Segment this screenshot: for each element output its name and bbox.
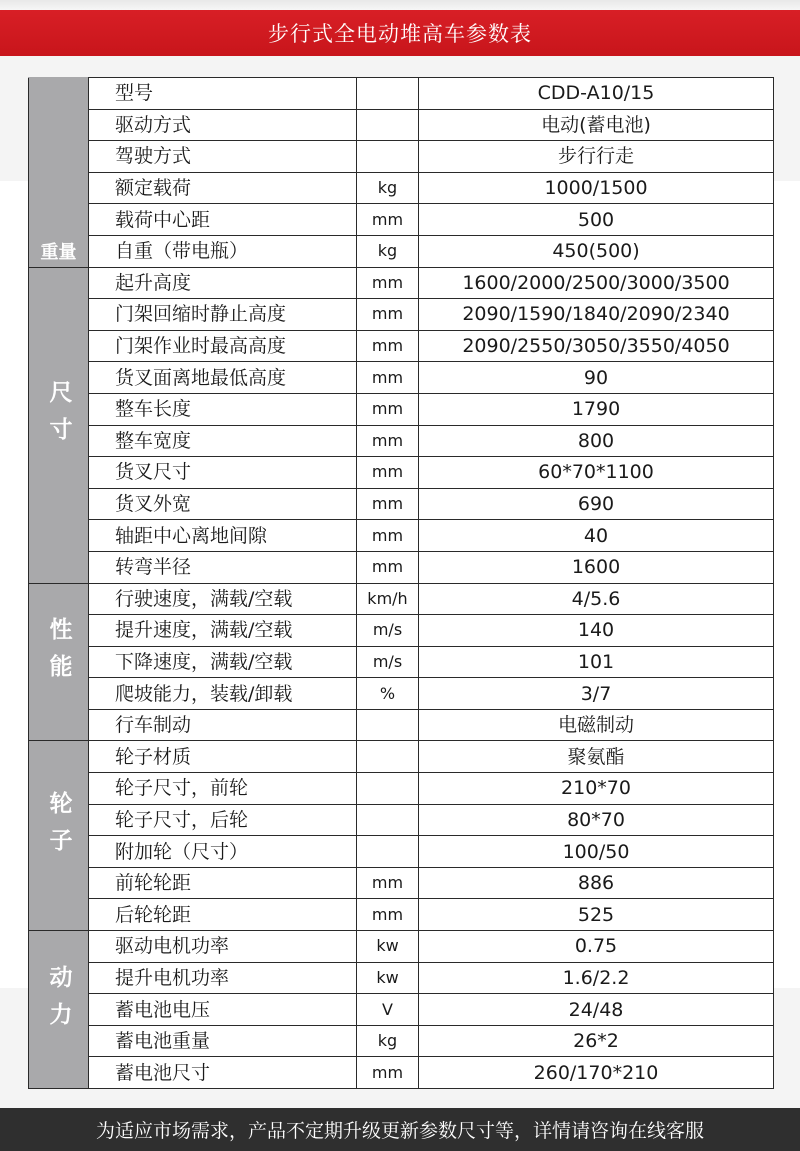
category-label: 尺寸 — [45, 380, 72, 455]
param-cell: 载荷中心距 — [89, 204, 357, 236]
param-cell: 起升高度 — [89, 267, 357, 299]
param-cell: 驱动电机功率 — [89, 931, 357, 963]
param-cell: 轮子尺寸，后轮 — [89, 804, 357, 836]
table-row — [29, 235, 774, 267]
table-row — [29, 678, 774, 710]
unit-cell: mm — [357, 299, 419, 331]
value-cell: 1600/2000/2500/3000/3500 — [419, 267, 774, 299]
value-cell: 3/7 — [419, 678, 774, 710]
spec-table-body — [29, 78, 774, 1089]
value-cell: 电磁制动 — [419, 709, 774, 741]
unit-cell: mm — [357, 330, 419, 362]
unit-cell: kw — [357, 962, 419, 994]
unit-cell: kg — [357, 172, 419, 204]
value-cell: CDD-A10/15 — [419, 78, 774, 110]
table-row — [29, 109, 774, 141]
value-cell: 2090/1590/1840/2090/2340 — [419, 299, 774, 331]
table-row — [29, 488, 774, 520]
table-row — [29, 773, 774, 805]
value-cell: 电动(蓄电池) — [419, 109, 774, 141]
value-cell: 0.75 — [419, 931, 774, 963]
table-row — [29, 931, 774, 963]
unit-cell: m/s — [357, 615, 419, 647]
param-cell: 货叉外宽 — [89, 488, 357, 520]
param-cell: 前轮轮距 — [89, 867, 357, 899]
unit-cell: mm — [357, 362, 419, 394]
table-row — [29, 804, 774, 836]
footer-note: 为适应市场需求，产品不定期升级更新参数尺寸等，详情请咨询在线客服 — [0, 1108, 800, 1151]
unit-cell — [357, 741, 419, 773]
table-row — [29, 709, 774, 741]
unit-cell: mm — [357, 204, 419, 236]
param-cell: 驱动方式 — [89, 109, 357, 141]
param-cell: 行车制动 — [89, 709, 357, 741]
param-cell: 提升速度，满载/空载 — [89, 615, 357, 647]
table-row — [29, 836, 774, 868]
unit-cell: mm — [357, 899, 419, 931]
category-performance — [29, 583, 89, 741]
value-cell: 1.6/2.2 — [419, 962, 774, 994]
param-cell: 后轮轮距 — [89, 899, 357, 931]
param-cell: 蓄电池电压 — [89, 994, 357, 1026]
table-row — [29, 172, 774, 204]
param-cell: 整车长度 — [89, 393, 357, 425]
unit-cell: mm — [357, 488, 419, 520]
unit-cell: mm — [357, 425, 419, 457]
param-cell: 轮子材质 — [89, 741, 357, 773]
table-row — [29, 330, 774, 362]
unit-cell — [357, 709, 419, 741]
param-cell: 型号 — [89, 78, 357, 110]
param-cell: 轴距中心离地间隙 — [89, 520, 357, 552]
unit-cell: kw — [357, 931, 419, 963]
value-cell: 690 — [419, 488, 774, 520]
unit-cell — [357, 78, 419, 110]
value-cell: 90 — [419, 362, 774, 394]
param-cell: 行驶速度，满载/空载 — [89, 583, 357, 615]
param-cell: 门架回缩时静止高度 — [89, 299, 357, 331]
unit-cell: km/h — [357, 583, 419, 615]
value-cell: 260/170*210 — [419, 1057, 774, 1089]
top-strip — [0, 0, 800, 10]
category-power — [29, 931, 89, 1089]
unit-cell: mm — [357, 457, 419, 489]
value-cell: 聚氨酯 — [419, 741, 774, 773]
unit-cell: mm — [357, 1057, 419, 1089]
value-cell: 60*70*1100 — [419, 457, 774, 489]
unit-cell: V — [357, 994, 419, 1026]
param-cell: 下降速度，满载/空载 — [89, 646, 357, 678]
unit-cell: mm — [357, 393, 419, 425]
value-cell: 4/5.6 — [419, 583, 774, 615]
param-cell: 整车宽度 — [89, 425, 357, 457]
unit-cell: kg — [357, 235, 419, 267]
category-label: 重量 — [40, 241, 77, 263]
unit-cell: % — [357, 678, 419, 710]
param-cell: 提升电机功率 — [89, 962, 357, 994]
unit-cell — [357, 109, 419, 141]
value-cell: 886 — [419, 867, 774, 899]
table-row — [29, 551, 774, 583]
table-row — [29, 867, 774, 899]
category-size — [29, 267, 89, 583]
value-cell: 26*2 — [419, 1025, 774, 1057]
value-cell: 24/48 — [419, 994, 774, 1026]
value-cell: 500 — [419, 204, 774, 236]
unit-cell: mm — [357, 267, 419, 299]
value-cell: 101 — [419, 646, 774, 678]
value-cell: 100/50 — [419, 836, 774, 868]
unit-cell — [357, 836, 419, 868]
param-cell: 货叉尺寸 — [89, 457, 357, 489]
unit-cell — [357, 773, 419, 805]
param-cell: 门架作业时最高高度 — [89, 330, 357, 362]
category-label: 动力 — [45, 964, 72, 1039]
table-row — [29, 646, 774, 678]
param-cell: 轮子尺寸，前轮 — [89, 773, 357, 805]
unit-cell — [357, 141, 419, 173]
table-row — [29, 583, 774, 615]
param-cell: 爬坡能力，装载/卸载 — [89, 678, 357, 710]
category-weight — [29, 78, 89, 268]
value-cell: 450(500) — [419, 235, 774, 267]
param-cell: 额定载荷 — [89, 172, 357, 204]
table-row — [29, 615, 774, 647]
table-row — [29, 457, 774, 489]
value-cell: 80*70 — [419, 804, 774, 836]
table-row — [29, 299, 774, 331]
value-cell: 1000/1500 — [419, 172, 774, 204]
table-row — [29, 962, 774, 994]
unit-cell — [357, 804, 419, 836]
value-cell: 140 — [419, 615, 774, 647]
param-cell: 蓄电池尺寸 — [89, 1057, 357, 1089]
table-row — [29, 204, 774, 236]
param-cell: 附加轮（尺寸） — [89, 836, 357, 868]
table-row — [29, 1057, 774, 1089]
param-cell: 驾驶方式 — [89, 141, 357, 173]
table-row — [29, 425, 774, 457]
param-cell: 转弯半径 — [89, 551, 357, 583]
value-cell: 40 — [419, 520, 774, 552]
table-row — [29, 393, 774, 425]
unit-cell: mm — [357, 867, 419, 899]
category-wheels — [29, 741, 89, 931]
unit-cell: mm — [357, 551, 419, 583]
table-row — [29, 994, 774, 1026]
table-row — [29, 78, 774, 110]
table-row — [29, 899, 774, 931]
unit-cell: m/s — [357, 646, 419, 678]
table-row — [29, 141, 774, 173]
spec-table — [28, 77, 774, 1089]
table-row — [29, 267, 774, 299]
value-cell: 1600 — [419, 551, 774, 583]
value-cell: 步行行走 — [419, 141, 774, 173]
unit-cell: mm — [357, 520, 419, 552]
value-cell: 210*70 — [419, 773, 774, 805]
param-cell: 自重（带电瓶） — [89, 235, 357, 267]
value-cell: 525 — [419, 899, 774, 931]
param-cell: 蓄电池重量 — [89, 1025, 357, 1057]
param-cell: 货叉面离地最低高度 — [89, 362, 357, 394]
table-row — [29, 520, 774, 552]
category-label: 性能 — [45, 616, 72, 691]
table-row — [29, 1025, 774, 1057]
value-cell: 1790 — [419, 393, 774, 425]
value-cell: 2090/2550/3050/3550/4050 — [419, 330, 774, 362]
unit-cell: kg — [357, 1025, 419, 1057]
table-row — [29, 362, 774, 394]
page-title: 步行式全电动堆高车参数表 — [0, 10, 800, 56]
category-label: 轮子 — [45, 790, 72, 865]
value-cell: 800 — [419, 425, 774, 457]
table-row — [29, 741, 774, 773]
